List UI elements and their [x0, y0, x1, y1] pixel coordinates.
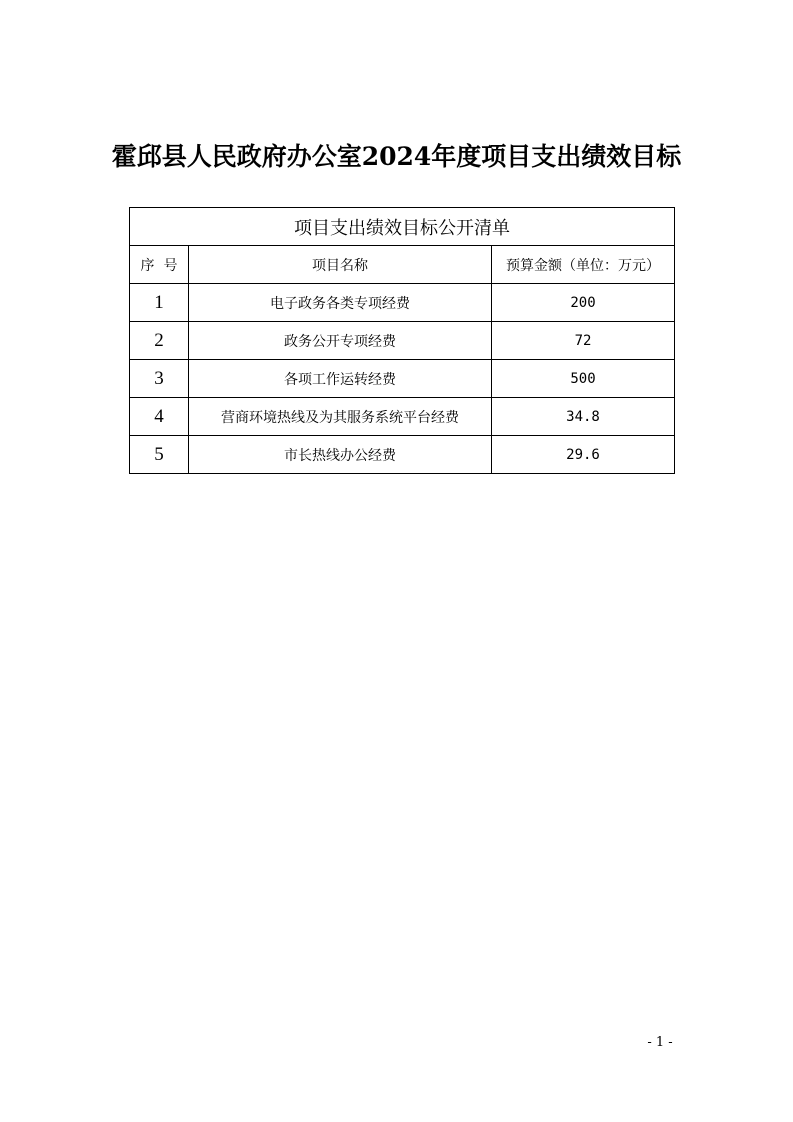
row-amount: 72 — [492, 322, 675, 360]
row-amount: 200 — [492, 284, 675, 322]
table-row — [130, 360, 675, 398]
row-seq: 2 — [130, 322, 189, 360]
row-project-name: 营商环境热线及为其服务系统平台经费 — [189, 398, 492, 436]
table-caption-row — [130, 208, 675, 246]
table-row — [130, 284, 675, 322]
document-title: 霍邱县人民政府办公室2024年度项目支出绩效目标 — [111, 142, 682, 171]
table-caption: 项目支出绩效目标公开清单 — [130, 208, 675, 246]
table-row — [130, 322, 675, 360]
budget-table — [129, 207, 675, 474]
row-seq: 5 — [130, 436, 189, 474]
table-header-row — [130, 246, 675, 284]
table-row — [130, 436, 675, 474]
row-seq: 1 — [130, 284, 189, 322]
row-project-name: 政务公开专项经费 — [189, 322, 492, 360]
row-seq: 4 — [130, 398, 189, 436]
row-seq: 3 — [130, 360, 189, 398]
row-amount: 500 — [492, 360, 675, 398]
row-amount: 34.8 — [492, 398, 675, 436]
page-number: - 1 - — [647, 1035, 673, 1050]
header-amount: 预算金额（单位：万元） — [492, 246, 675, 284]
header-seq: 序 号 — [130, 246, 189, 284]
row-project-name: 电子政务各类专项经费 — [189, 284, 492, 322]
table-row — [130, 398, 675, 436]
row-amount: 29.6 — [492, 436, 675, 474]
row-project-name: 各项工作运转经费 — [189, 360, 492, 398]
header-name: 项目名称 — [189, 246, 492, 284]
row-project-name: 市长热线办公经费 — [189, 436, 492, 474]
